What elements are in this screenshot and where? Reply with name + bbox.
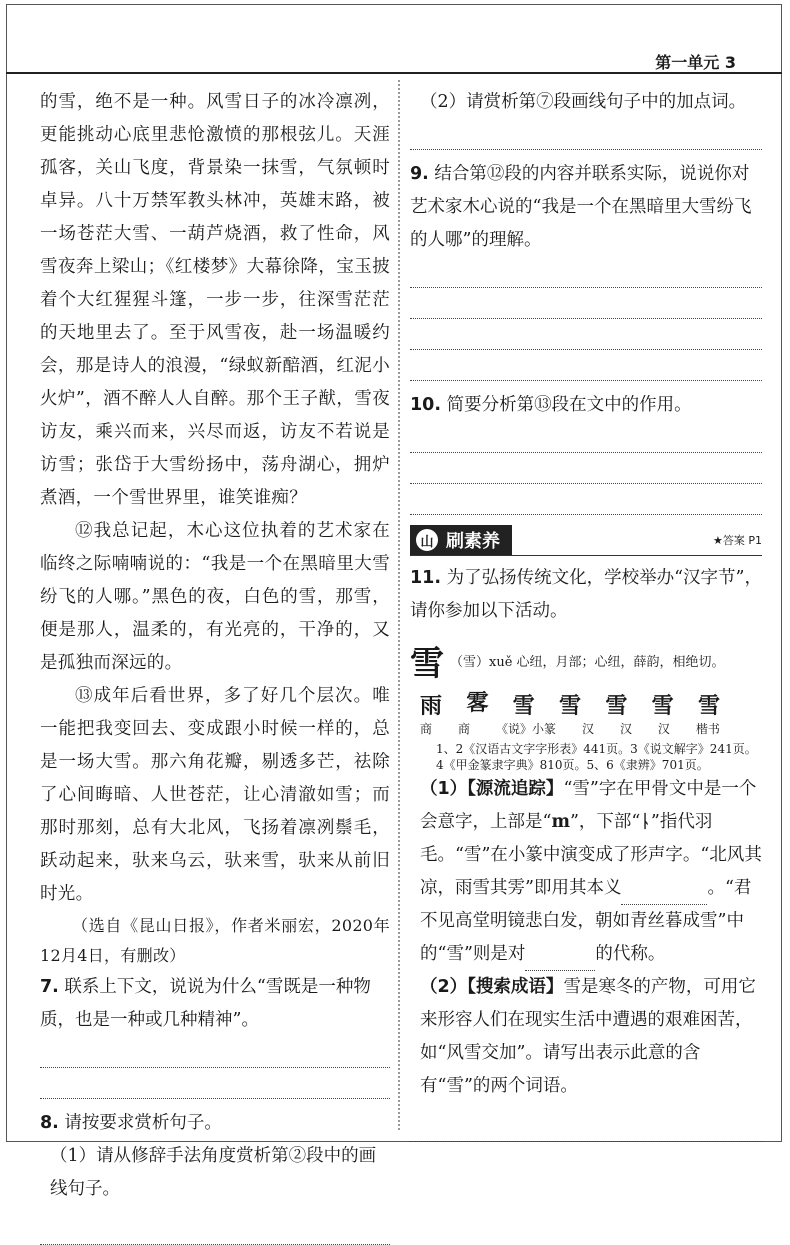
question-9-text: 结合第⑫段的内容并联系实际，说说你对艺术家木心说的“我是一个在黑暗里大雪纷飞的人哪”的理解。 — [410, 164, 752, 250]
question-11-number: 11. — [410, 568, 442, 588]
answer-line[interactable] — [410, 1111, 762, 1142]
question-11 — [410, 562, 762, 628]
subquestion-1-label: （1）【源流追踪】 — [420, 779, 564, 799]
question-8-1: （1）请从修辞手法角度赏析第②段中的画线句子。 — [50, 1146, 377, 1199]
column-divider — [398, 80, 400, 1130]
question-10-text: 简要分析第⑬段在文中的作用。 — [446, 395, 692, 415]
character-form: 雪 — [651, 693, 674, 719]
answer-line[interactable] — [40, 1214, 390, 1245]
character-form: 𩂣 — [466, 690, 489, 716]
mountain-icon: 山 — [416, 529, 438, 551]
subquestion-1 — [410, 773, 762, 971]
section-title: 刷素养 — [446, 531, 500, 552]
answer-line[interactable] — [410, 484, 762, 515]
oracle-glyph-bottom: ᚿ — [640, 812, 651, 832]
left-column — [40, 86, 390, 1245]
essay-source: （选自《昆山日报》，作者米丽宏，2020年12月4日，有删改） — [40, 916, 390, 965]
answer-line[interactable] — [410, 288, 762, 319]
form-label: 商 — [457, 722, 470, 736]
subquestion-1-text-e: 的代称。 — [595, 944, 666, 964]
subquestion-2-text: 雪是寒冬的产物，可用它来形容人们在现实生活中遭遇的艰难困苦，如“风雪交加”。请写出表示此意的含有“雪”的两个词语。 — [420, 977, 756, 1096]
question-8-2: （2）请赏析第⑦段画线句子中的加点词。 — [420, 92, 747, 112]
question-10 — [410, 389, 762, 422]
character-description: （雪）xuě 心纽，月部；心纽，薛韵，相绝切。 — [450, 655, 725, 670]
character-evolution — [410, 636, 762, 773]
answer-line[interactable] — [40, 1068, 390, 1099]
form-label: 楷书 — [695, 722, 720, 736]
answer-line[interactable] — [410, 350, 762, 381]
character-form: 雪 — [605, 693, 628, 719]
essay-paragraph-continued: 的雪，绝不是一种。风雪日子的冰冷凛冽，更能挑动心底里悲怆激愤的那根弦儿。天涯孤客，关山飞度，背景染一抹雪，气氛顿时卓异。八十万禁军教头林冲，英雄末路，被一场苍茫大雪、一葫芦烧酒，救了性命，风雪夜奔上梁山；《红楼梦》大幕徐降，宝玉披着个大红猩猩斗篷，一步一步，往深雪茫茫的天地里去了。至于风雪夜，赴一场温暖约会，那是诗人的浪漫，“绿蚁新醅酒，红泥小火炉”，酒不醉人人自醉。那个王子猷，雪夜访友，乘兴而来，兴尽而返，访友不若说是访雪；张岱于大雪纷扬中，荡舟湖心，拥炉煮酒，一个雪世界里，谁笑谁痴？ — [40, 92, 390, 508]
source-note: 1、2《汉语古文字字形表》441页。3《说文解字》241页。4《甲金篆隶字典》810页。5、6《隶辨》701页。 — [436, 742, 757, 772]
character-form: 雪 — [512, 693, 535, 719]
character-form: 雪 — [558, 693, 581, 719]
subquestion-2-label: （2）【搜索成语】 — [420, 977, 564, 997]
character-form: 雨 — [420, 693, 443, 719]
section-badge — [410, 525, 512, 555]
subquestion-1-text-d: 。“君不见高堂明镜悲白发，朝如青丝暮成雪”中的“雪”则是对 — [420, 878, 752, 964]
character-forms — [420, 689, 720, 720]
question-7-number: 7. — [40, 977, 59, 997]
answer-line[interactable] — [410, 453, 762, 484]
right-column — [410, 86, 762, 1142]
subquestion-1-text-a: “雪”字在甲骨文中是一个会意字，上部是“ — [420, 779, 757, 832]
question-9-number: 9. — [410, 164, 429, 184]
page-header-title: 第一单元 3 — [655, 53, 736, 72]
question-10-number: 10. — [410, 395, 442, 415]
answer-reference: ★答案 P1 — [713, 534, 762, 547]
subquestion-2 — [410, 971, 762, 1103]
character-form-labels — [420, 720, 720, 737]
oracle-glyph-top: m — [551, 812, 570, 832]
question-9 — [410, 158, 762, 257]
form-label: 商 — [420, 722, 433, 736]
page-header — [6, 42, 782, 74]
question-8 — [40, 1107, 390, 1140]
form-label: 《说》小篆 — [495, 722, 556, 736]
section-bar — [410, 525, 762, 556]
answer-line[interactable] — [410, 119, 762, 150]
essay-paragraph-13: ⑬成年后看世界，多了好几个层次。唯一能把我变回去、变成跟小时候一样的，总是一场大雪。那六角花瓣，剔透多芒，祛除了心间晦暗、人世苍茫，让心清澈如雪；而那时那刻，总有大北风，飞扬着凛冽鬃毛，跃动起来，驮来乌云，驮来雪，驮来从前旧时光。 — [40, 686, 390, 904]
form-label: 汉 — [657, 722, 670, 736]
character-head — [410, 636, 762, 685]
question-8-text: 请按要求赏析句子。 — [64, 1113, 222, 1133]
question-7 — [40, 971, 390, 1037]
character-form: 雪 — [697, 693, 720, 719]
fill-blank[interactable] — [525, 952, 595, 971]
answer-line[interactable] — [410, 422, 762, 453]
character-big: 雪 — [410, 644, 444, 684]
subquestion-1-text-c: ”指代羽毛。“雪”在小篆中演变成了形声字。“北风其凉，雨雪其雱”即用其本义 — [420, 812, 762, 898]
subquestion-1-text-b: ”，下部“ — [569, 812, 641, 832]
question-8-number: 8. — [40, 1113, 59, 1133]
form-label: 汉 — [581, 722, 594, 736]
form-label: 汉 — [619, 722, 632, 736]
question-7-text: 联系上下文，说说为什么“雪既是一种物质，也是一种或几种精神”。 — [40, 977, 371, 1030]
answer-line[interactable] — [410, 257, 762, 288]
answer-line[interactable] — [40, 1037, 390, 1068]
question-11-text: 为了弘扬传统文化，学校举办“汉字节”，请你参加以下活动。 — [410, 568, 762, 621]
fill-blank[interactable] — [621, 886, 707, 905]
answer-line[interactable] — [410, 319, 762, 350]
essay-paragraph-12: ⑫我总记起，木心这位执着的艺术家在临终之际喃喃说的：“我是一个在黑暗里大雪纷飞的人哪。”黑色的夜，白色的雪，那雪，便是那人，温柔的，有光亮的，干净的，又是孤独而深远的。 — [40, 521, 390, 673]
